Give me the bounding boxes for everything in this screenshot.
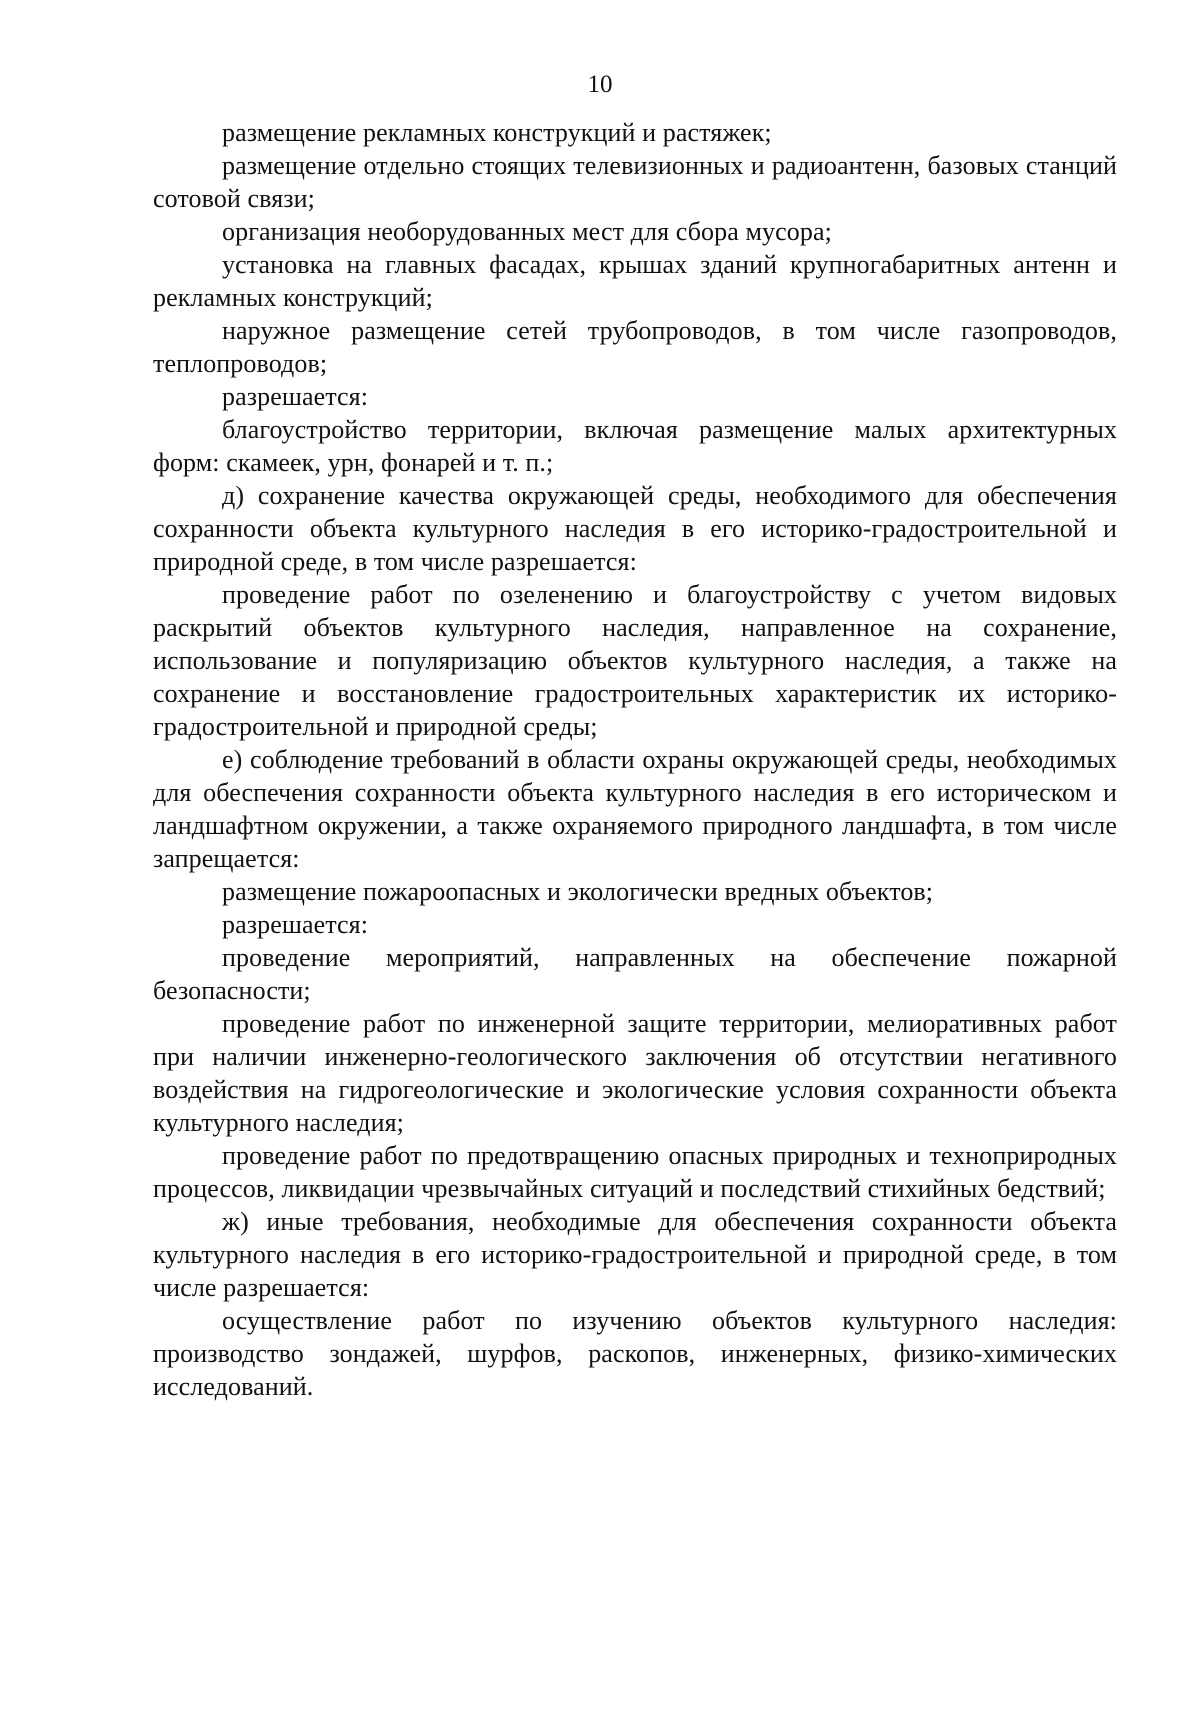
paragraph: наружное размещение сетей трубопроводов, в том числе газопроводов, теплопроводов;	[153, 316, 1117, 378]
paragraph: проведение работ по предотвращению опасных природных и техноприродных процессов, ликвидации чрезвычайных ситуаций и последствий стихийных бедствий;	[153, 1141, 1117, 1203]
paragraph: разрешается:	[222, 382, 369, 411]
paragraph: размещение рекламных конструкций и растяжек;	[222, 118, 772, 147]
paragraph: ж) иные требования, необходимые для обеспечения сохранности объекта культурного наследия в его историко-градостроительной и природной среде, в том числе разрешается:	[153, 1207, 1117, 1302]
paragraph: размещение отдельно стоящих телевизионных и радиоантенн, базовых станций сотовой связи;	[153, 151, 1117, 213]
document-body	[153, 116, 1117, 1403]
paragraph: д) сохранение качества окружающей среды, необходимого для обеспечения сохранности объекта культурного наследия в его историко-градостроительной и природной среде, в том числе разрешается:	[153, 481, 1117, 576]
paragraph: установка на главных фасадах, крышах зданий крупногабаритных антенн и рекламных конструкций;	[153, 250, 1117, 312]
paragraph: проведение работ по озеленению и благоустройству с учетом видовых раскрытий объектов культурного наследия, направленное на сохранение, использование и популяризацию объектов культурного наследия, а также на сохранение и восстановление градостроительных характеристик их историко-градостроительной и природной среды;	[153, 580, 1117, 741]
paragraph: осуществление работ по изучению объектов культурного наследия: производство зондажей, шурфов, раскопов, инженерных, физико-химических исследований.	[153, 1306, 1117, 1401]
page-number: 10	[587, 71, 613, 98]
paragraph: е) соблюдение требований в области охраны окружающей среды, необходимых для обеспечения сохранности объекта культурного наследия в его историческом и ландшафтном окружении, а также охраняемого природного ландшафта, в том числе запрещается:	[153, 745, 1117, 873]
paragraph: размещение пожароопасных и экологически вредных объектов;	[222, 877, 934, 906]
paragraph: проведение мероприятий, направленных на обеспечение пожарной безопасности;	[153, 943, 1117, 1005]
paragraph: организация необорудованных мест для сбора мусора;	[222, 217, 832, 246]
paragraph: благоустройство территории, включая размещение малых архитектурных форм: скамеек, урн, фонарей и т. п.;	[153, 415, 1117, 477]
paragraph: разрешается:	[222, 910, 369, 939]
paragraph: проведение работ по инженерной защите территории, мелиоративных работ при наличии инженерно-геологического заключения об отсутствии негативного воздействия на гидрогеологические и экологические условия сохранности объекта культурного наследия;	[153, 1009, 1117, 1137]
